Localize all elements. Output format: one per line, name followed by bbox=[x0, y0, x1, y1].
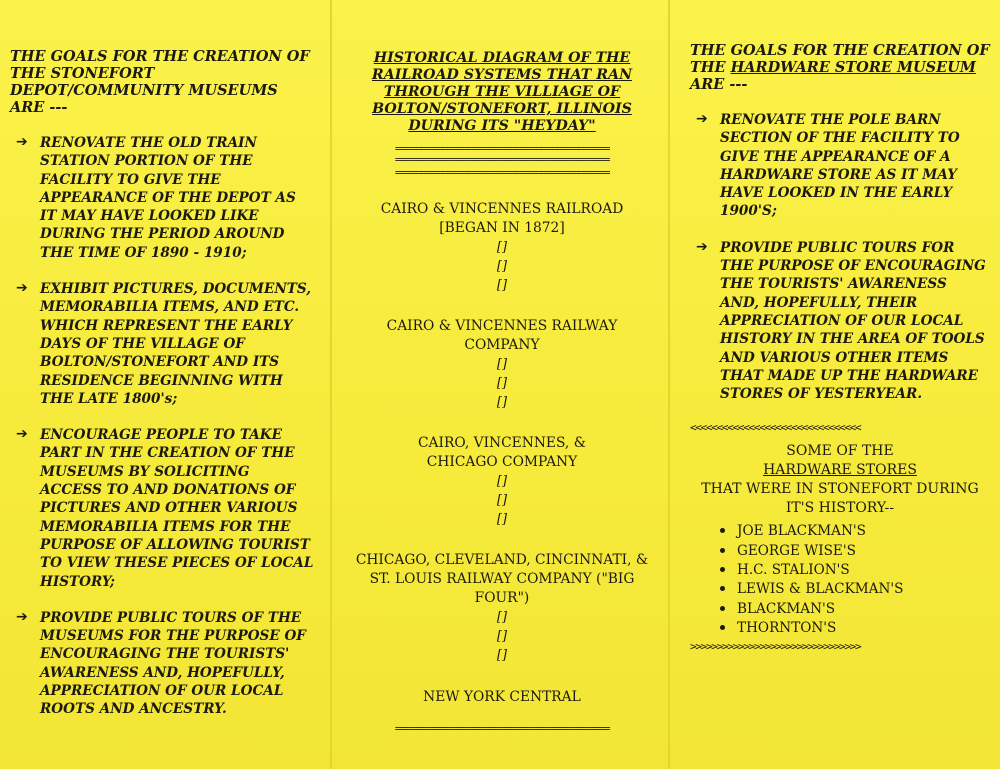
bullet-dot-icon bbox=[720, 548, 725, 553]
hardware-goal-item bbox=[690, 111, 990, 221]
list-item bbox=[720, 619, 990, 638]
double-rule-divider: ========================================= bbox=[394, 167, 610, 178]
connector-link: [] bbox=[496, 629, 508, 644]
connector-link: [] bbox=[496, 512, 508, 527]
hardware-goal-text: RENOVATE THE POLE BARN SECTION OF THE FACILITY TO GIVE THE APPEARANCE OF A HARDWARE STORE AS IT MAY HAVE LOOKED IN THE EARLY 1900'S; bbox=[720, 112, 960, 220]
connector-link: [] bbox=[496, 278, 508, 293]
arrow-right-icon: ➔ bbox=[696, 238, 708, 255]
connector-link: [] bbox=[496, 648, 508, 663]
hardware-goal-item bbox=[690, 239, 990, 404]
depot-goal-item bbox=[10, 134, 316, 262]
depot-goal-text: RENOVATE THE OLD TRAIN STATION PORTION OF THE FACILITY TO GIVE THE APPEARANCE OF THE DEPOT AS IT MAY HAVE LOOKED LIKE DURING THE PERIOD AROUND THE TIME OF 1890 - 1910; bbox=[40, 135, 296, 261]
connector-link: [] bbox=[496, 610, 508, 625]
railroad-name: CAIRO & VINCENNES RAILWAY COMPANY bbox=[386, 318, 618, 353]
store-name: LEWIS & BLACKMAN'S bbox=[737, 581, 904, 598]
double-rule-divider: ========================================= bbox=[394, 143, 610, 154]
store-name: JOE BLACKMAN'S bbox=[737, 523, 866, 540]
hardware-heading-pre: THE GOALS FOR THE CREATION OF THE bbox=[690, 42, 990, 76]
depot-goal-item bbox=[10, 609, 316, 719]
list-item bbox=[720, 580, 990, 599]
connector-link: [] bbox=[496, 395, 508, 410]
stores-heading-underlined: HARDWARE STORES bbox=[763, 462, 917, 479]
railroad-entry bbox=[352, 317, 652, 412]
chevron-divider-left: <<<<<<<<<<<<<<<<<<<<<<<<<<<<<<<< bbox=[690, 421, 861, 435]
depot-goal-text: EXHIBIT PICTURES, DOCUMENTS, MEMORABILIA ITEMS, AND ETC. WHICH REPRESENT THE EARLY DAYS OF THE VILLAGE OF BOLTON/STONEFORT AND ITS RESIDENCE BEGINNING WITH THE LATE 1800's; bbox=[40, 281, 311, 407]
double-rule-divider: ========================================= bbox=[394, 154, 610, 165]
connector-link: [] bbox=[496, 474, 508, 489]
depot-goal-text: ENCOURAGE PEOPLE TO TAKE PART IN THE CREATION OF THE MUSEUMS BY SOLICITING ACCESS TO AND DONATIONS OF PICTURES AND OTHER VARIOUS MEMORABILIA ITEMS FOR THE PURPOSE OF ALLOWING TOURIST TO VIEW THESE PIECES OF LOCAL HISTORY; bbox=[40, 427, 314, 590]
hardware-heading-post: ARE --- bbox=[690, 76, 748, 93]
railroad-entry bbox=[352, 434, 652, 529]
hardware-goals-heading bbox=[690, 42, 990, 93]
depot-goal-text: PROVIDE PUBLIC TOURS OF THE MUSEUMS FOR THE PURPOSE OF ENCOURAGING THE TOURISTS' AWARENESS AND, HOPEFULLY, APPRECIATION OF OUR LOCAL ROOTS AND ANCESTRY. bbox=[40, 609, 306, 718]
store-name: THORNTON'S bbox=[737, 619, 837, 636]
stores-heading-line3: THAT WERE IN STONEFORT DURING IT'S HISTORY-- bbox=[701, 481, 979, 517]
railroad-name: CAIRO & VINCENNES RAILROAD [BEGAN IN 1872] bbox=[380, 201, 624, 236]
bullet-dot-icon bbox=[720, 528, 725, 533]
hardware-goals-list bbox=[690, 111, 990, 403]
hardware-heading-underlined: HARDWARE STORE MUSEUM bbox=[730, 59, 976, 76]
railroad-diagram-title: HISTORICAL DIAGRAM OF THE RAILROAD SYSTEMS THAT RAN THROUGH THE VILLIAGE OF BOLTON/STONEFORT, ILLINOIS DURING ITS "HEYDAY" bbox=[371, 50, 633, 134]
railroad-name: CHICAGO, CLEVELAND, CINCINNATI, & ST. LOUIS RAILWAY COMPANY ("BIG FOUR") bbox=[355, 552, 649, 606]
list-item bbox=[720, 542, 990, 561]
connector-link: [] bbox=[496, 240, 508, 255]
railroad-entry bbox=[352, 551, 652, 665]
stores-heading-line2 bbox=[690, 461, 990, 480]
depot-goal-item bbox=[10, 280, 316, 408]
arrow-right-icon: ➔ bbox=[696, 111, 708, 127]
list-item bbox=[720, 600, 990, 619]
final-railroad-name: NEW YORK CENTRAL bbox=[423, 689, 581, 705]
arrow-right-icon: ➔ bbox=[16, 608, 28, 625]
arrow-right-icon: ➔ bbox=[16, 280, 28, 297]
right-panel bbox=[670, 0, 1000, 769]
depot-goals-list bbox=[10, 134, 316, 719]
stores-heading-line1: SOME OF THE bbox=[786, 443, 894, 460]
bullet-dot-icon bbox=[720, 625, 725, 630]
hardware-goal-text: PROVIDE PUBLIC TOURS FOR THE PURPOSE OF ENCOURAGING THE TOURISTS' AWARENESS AND, HOPEFULLY, THEIR APPRECIATION OF OUR LOCAL HISTORY IN THE AREA OF TOOLS AND VARIOUS OTHER ITEMS THAT MADE UP THE HARDWARE STORES OF YESTERYEAR. bbox=[720, 239, 986, 403]
arrow-right-icon: ➔ bbox=[16, 134, 28, 150]
store-name: H.C. STALION'S bbox=[737, 562, 850, 579]
store-name: BLACKMAN'S bbox=[737, 600, 836, 617]
arrow-right-icon: ➔ bbox=[16, 426, 28, 443]
hardware-stores-list bbox=[720, 522, 990, 638]
list-item bbox=[720, 522, 990, 541]
bullet-dot-icon bbox=[720, 567, 725, 572]
bullet-dot-icon bbox=[720, 606, 725, 611]
chevron-divider-right: >>>>>>>>>>>>>>>>>>>>>>>>>>>>>>>> bbox=[690, 640, 861, 654]
depot-goal-item bbox=[10, 426, 316, 591]
store-name: GEORGE WISE'S bbox=[737, 542, 856, 559]
connector-link: [] bbox=[496, 493, 508, 508]
connector-link: [] bbox=[496, 259, 508, 274]
double-rule-divider: ========================================= bbox=[394, 723, 610, 734]
railroad-entry bbox=[352, 200, 652, 295]
depot-goals-heading: THE GOALS FOR THE CREATION OF THE STONEFORT DEPOT/COMMUNITY MUSEUMS ARE --- bbox=[10, 48, 310, 116]
bullet-dot-icon bbox=[720, 586, 725, 591]
connector-link: [] bbox=[496, 357, 508, 372]
list-item bbox=[720, 561, 990, 580]
left-panel bbox=[0, 0, 330, 769]
railroad-name: CAIRO, VINCENNES, & CHICAGO COMPANY bbox=[418, 435, 586, 470]
connector-link: [] bbox=[496, 376, 508, 391]
middle-panel bbox=[330, 0, 670, 769]
